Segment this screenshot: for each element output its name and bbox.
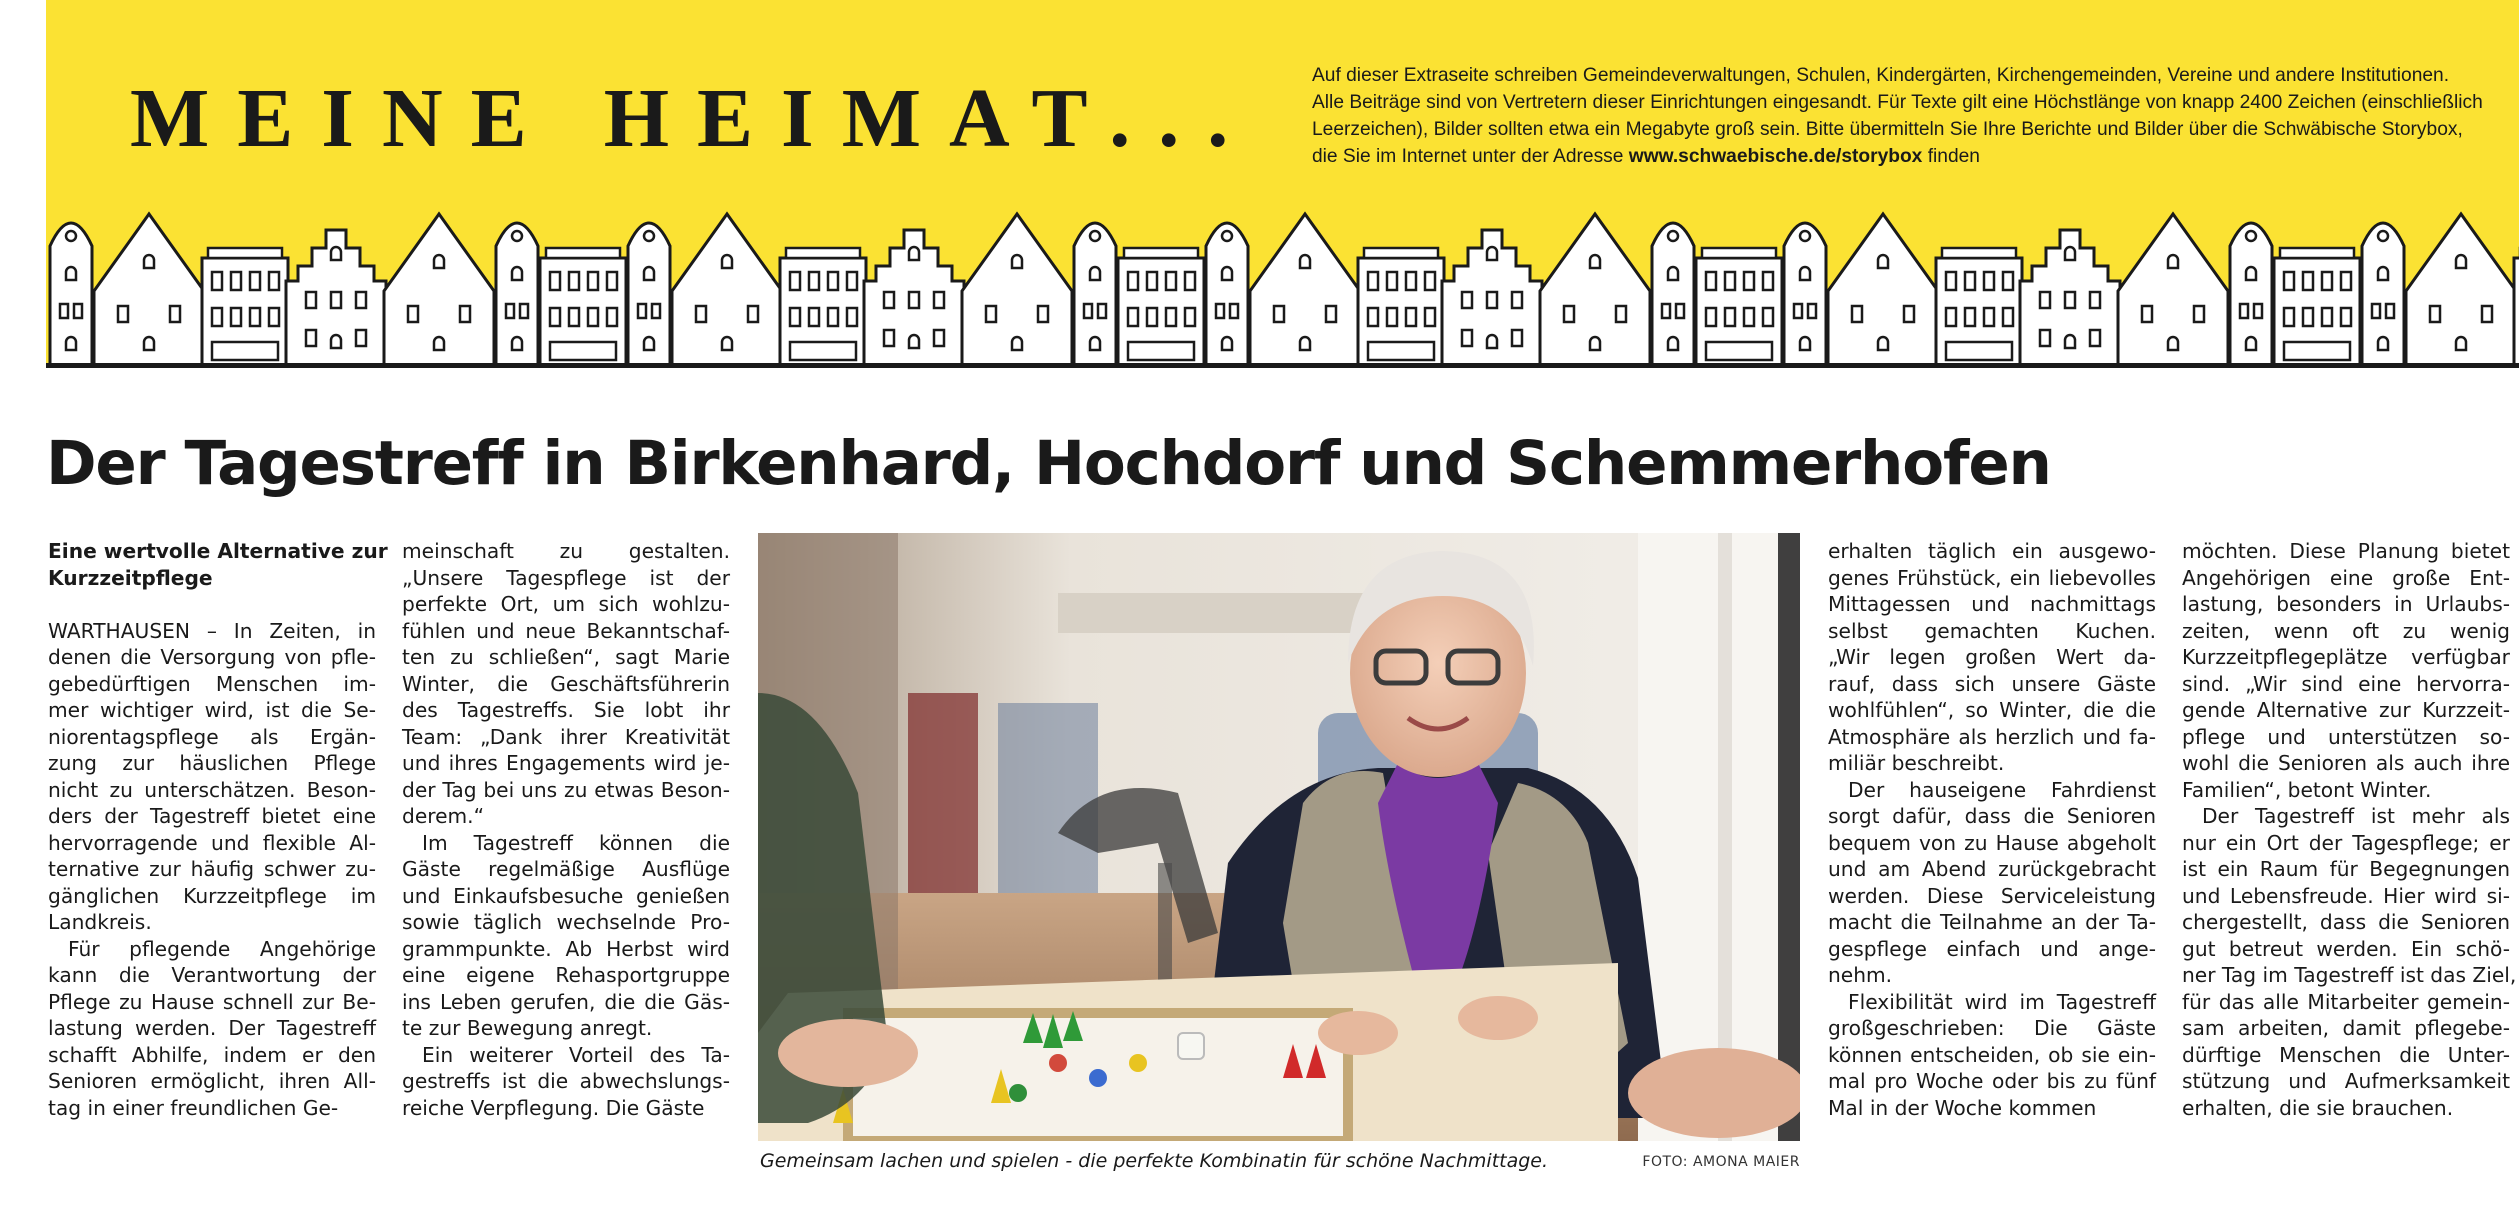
article-text-line: Angehörigen eine große Ent- — [2182, 565, 2510, 590]
article-text-line: und am Abend zurückgebracht — [1828, 857, 2156, 881]
article-text-line: des Tagestreffs. Sie lobt ihr — [402, 698, 730, 722]
article-text-line: Für pflegende Angehörige — [68, 936, 376, 961]
article-text-line: Pflege zu Hause schnell zur Be- — [48, 989, 376, 1014]
article-text-line: zeiten, wenn oft zu wenig — [2182, 618, 2510, 643]
article-text-line: nicht zu unterschätzen. Beson- — [48, 777, 376, 802]
article-text-line: großgeschrieben: Die Gäste — [1828, 1016, 2156, 1040]
photo-caption-bar — [760, 1150, 1800, 1180]
article-headline: Der Tagestreff in Birkenhard, Hochdorf und Schemmerhofen — [46, 428, 2051, 499]
article-text-line: möchten. Diese Planung bietet — [2182, 539, 2510, 563]
article-text-line: bequem von zu Hause abgeholt — [1828, 830, 2156, 855]
article-text-line: stützung und Aufmerksamkeit — [2182, 1069, 2510, 1093]
article-text-line: Kurzzeitpflegeplätze verfügbar — [2182, 645, 2510, 669]
banner-info-line: Alle Beiträge sind von Vertretern dieser Einrichtungen eingesandt. Für Texte gilt eine Höchstlänge von knapp 2400 Zeichen (einschließlich — [1312, 92, 2483, 113]
banner-info-suffix: finden — [1922, 146, 1980, 167]
article-text-line: WARTHAUSEN – In Zeiten, in — [48, 618, 376, 643]
article-text-line: für das alle Mitarbeiter gemein- — [2182, 989, 2510, 1014]
article-text-line: hervorragende und flexible Al- — [48, 830, 376, 855]
article-text-line: wohl die Senioren als auch ihre — [2182, 751, 2510, 775]
photo-caption: Gemeinsam lachen und spielen - die perfekte Kombinatin für schöne Nachmittage. — [760, 1150, 1549, 1172]
article-text-line: Winter, die Geschäftsführerin — [402, 671, 730, 696]
article-text-line: ders der Tagestreff bietet eine — [48, 804, 376, 828]
article-text-line: te zur Bewegung anregt. — [402, 1016, 653, 1040]
article-text-line: Im Tagestreff können die — [422, 830, 730, 855]
senior-woman-playing-board-game-photo — [758, 533, 1800, 1141]
banner-info-text — [1312, 62, 2512, 170]
article-text-line: niorentagspflege als Ergän- — [48, 724, 376, 749]
article-text-line: gende Alternative zur Kurzzeit- — [2182, 698, 2510, 722]
article-text-line: denen die Versorgung von pfle- — [48, 645, 376, 669]
photo-credit: FOTO: AMONA MAIER — [1642, 1154, 1800, 1170]
article-text-line: zung zur häuslichen Pflege — [48, 751, 376, 775]
article-text-line: ist ein Raum für Begegnungen — [2182, 857, 2510, 881]
storybox-link[interactable]: www.schwaebische.de/storybox — [1628, 146, 1923, 167]
article-text-line: Team: „Dank ihrer Kreativität — [402, 724, 730, 749]
banner-info-prefix: die Sie im Internet unter der Adresse — [1312, 146, 1629, 167]
article-text-line: nur ein Ort der Tagespflege; er — [2182, 830, 2510, 855]
article-subheading-line: Kurzzeitpflege — [48, 565, 213, 590]
article-text-line: gänglichen Kurzzeitpflege im — [48, 883, 376, 908]
article-text-line: mer wichtiger wird, ist die Se- — [48, 698, 376, 722]
article-subheading-line: Eine wertvolle Alternative zur — [48, 539, 388, 563]
article-text-line: und ihres Engagements wird je- — [402, 751, 730, 775]
article-photo — [758, 533, 1800, 1141]
article-text-line: werden. Diese Serviceleistung — [1828, 883, 2156, 908]
article-text-line: sind. „Wir sind eine hervorra- — [2182, 671, 2510, 696]
article-text-line: mal pro Woche oder bis zu fünf — [1828, 1069, 2156, 1093]
article-text-line: pflege und unterstützen so- — [2182, 724, 2510, 749]
article-text-line: ins Leben gerufen, die die Gäs- — [402, 989, 730, 1014]
article-text-line: grammpunkte. Ab Herbst wird — [402, 936, 730, 961]
article-text-line: kann die Verantwortung der — [48, 963, 376, 987]
article-text-line: dürftige Menschen die Unter- — [2182, 1042, 2510, 1067]
article-text-line: lastung, besonders in Urlaubs- — [2182, 592, 2510, 616]
article-text-line: Senioren ermöglicht, ihren All- — [48, 1069, 376, 1093]
article-text-line: „Unsere Tagespflege ist der — [402, 565, 730, 590]
article-text-line: ner Tag im Tagestreff ist das Ziel, — [2182, 963, 2517, 987]
article-column-2 — [402, 538, 730, 1121]
article-text-line: genes Frühstück, ein liebevolles — [1828, 565, 2156, 590]
article-text-line: schafft Abhilfe, indem er den — [48, 1042, 376, 1067]
article-text-line: sam arbeiten, damit pflegebe- — [2182, 1016, 2510, 1040]
article-column-4 — [2182, 538, 2517, 1121]
header-banner — [46, 0, 2519, 368]
article-text-line: Landkreis. — [48, 910, 152, 934]
article-text-line: der Tag bei uns zu etwas Beson- — [402, 777, 730, 802]
article-text-line: wohlfühlen“, so Winter, die die — [1828, 698, 2156, 722]
article-text-line: Familien“, betont Winter. — [2182, 777, 2432, 802]
article-text-line: gut betreut werden. Ein schö- — [2182, 936, 2510, 961]
article-text-line: und Einkaufsbesuche genießen — [402, 883, 730, 908]
article-text-line: fühlen und neue Bekanntschaf- — [402, 618, 730, 643]
article-text-line: ten zu schließen“, sagt Marie — [402, 645, 730, 669]
banner-info-line — [1312, 143, 2512, 170]
banner-info-line: Auf dieser Extraseite schreiben Gemeindeverwaltungen, Schulen, Kindergärten, Kirchengemeinden, Vereine und andere Institutionen. — [1312, 65, 2450, 86]
banner-title: MEINE HEIMAT... — [130, 72, 1257, 165]
article-text-line: Mittagessen und nachmittags — [1828, 592, 2156, 616]
article-text-line: perfekte Ort, um sich wohlzu- — [402, 592, 730, 616]
article-text-line: sorgt dafür, dass die Senioren — [1828, 804, 2156, 828]
article-text-line: eine eigene Rehasportgruppe — [402, 963, 730, 987]
article-text-line: selbst gemachten Kuchen. — [1828, 618, 2156, 643]
article-text-line: gestreffs ist die abwechslungs- — [402, 1069, 730, 1093]
article-text-line: gespflege einfach und ange- — [1828, 936, 2156, 961]
article-text-line: erhalten täglich ein ausgewo- — [1828, 539, 2156, 563]
article-text-line: Mal in der Woche kommen — [1828, 1095, 2097, 1120]
article-text-line: und Lebensfreude. Hier wird si- — [2182, 883, 2510, 908]
article-column-1 — [48, 538, 388, 1121]
article-text-line: Der Tagestreff ist mehr als — [2202, 804, 2510, 828]
article-text-line: lastung werden. Der Tagestreff — [48, 1016, 376, 1040]
article-column-3 — [1828, 538, 2156, 1121]
article-text-line: miliär beschreibt. — [1828, 751, 2005, 775]
article-text-line: meinschaft zu gestalten. — [402, 539, 730, 563]
article-text-line: chergestellt, dass die Senioren — [2182, 910, 2510, 934]
article-text-line: nehm. — [1828, 963, 1893, 987]
article-text-line: Der hauseigene Fahrdienst — [1848, 777, 2156, 802]
article-text-line: Gäste regelmäßige Ausflüge — [402, 857, 730, 881]
article-text-line: erhalten, die sie brauchen. — [2182, 1095, 2454, 1120]
houses-skyline-illustration — [46, 196, 2519, 368]
article-text-line: Atmosphäre als herzlich und fa- — [1828, 724, 2156, 749]
article-text-line: ternative zur häufig schwer zu- — [48, 857, 376, 881]
article-text-line: macht die Teilnahme an der Ta- — [1828, 910, 2156, 934]
article-text-line: rauf, dass sich unsere Gäste — [1828, 671, 2156, 696]
article-text-line: gebedürftigen Menschen im- — [48, 671, 376, 696]
article-text-line: können entscheiden, ob sie ein- — [1828, 1042, 2156, 1067]
article-text-line: sowie täglich wechselnde Pro- — [402, 910, 730, 934]
banner-info-line: Leerzeichen), Bilder sollten etwa ein Megabyte groß sein. Bitte übermitteln Sie Ihre Berichte und Bilder über die Schwäbische Storybox, — [1312, 119, 2463, 140]
article-text-line: derem.“ — [402, 804, 485, 828]
article-text-line: tag in einer freundlichen Ge- — [48, 1095, 339, 1120]
article-text-line: reiche Verpflegung. Die Gäste — [402, 1095, 705, 1120]
article-text-line: „Wir legen großen Wert da- — [1828, 645, 2156, 669]
article-text-line: Ein weiterer Vorteil des Ta- — [422, 1042, 730, 1067]
article-text-line: Flexibilität wird im Tagestreff — [1848, 989, 2156, 1014]
